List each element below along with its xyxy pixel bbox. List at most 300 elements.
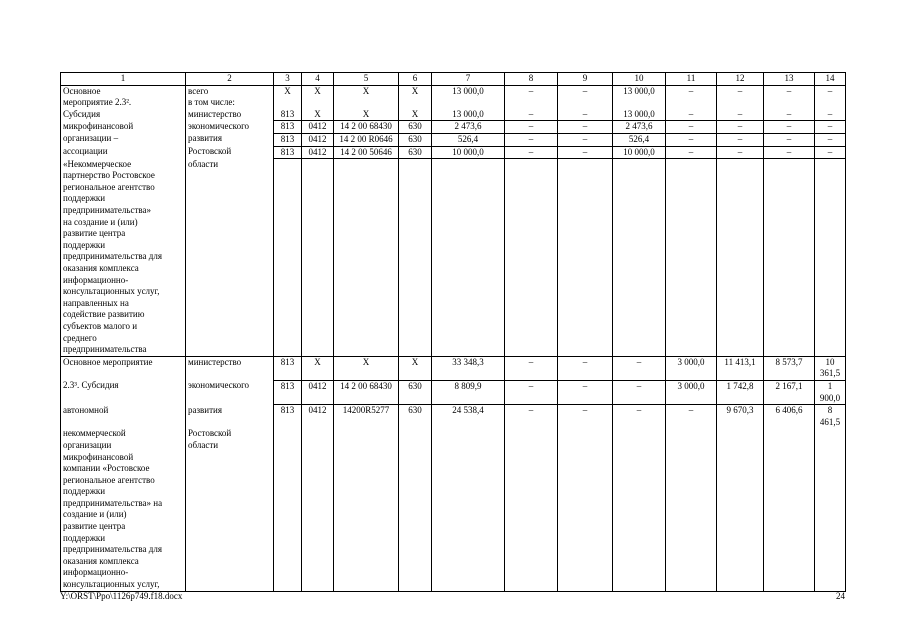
value-cell [613, 228, 666, 240]
table-row [61, 486, 846, 498]
value-cell [334, 475, 399, 487]
value-cell [334, 544, 399, 556]
value-cell [505, 298, 558, 310]
value-cell [717, 286, 764, 298]
value-cell [505, 286, 558, 298]
executor-cell [186, 309, 274, 321]
value-cell [274, 509, 302, 521]
value-cell [558, 275, 613, 287]
value-cell [558, 321, 613, 333]
value-cell [302, 286, 334, 298]
value-cell [764, 298, 815, 310]
activity-name-line: Основное [61, 85, 186, 97]
value-cell [717, 533, 764, 545]
value-cell [558, 428, 613, 440]
value-cell [613, 97, 666, 109]
table-row [61, 475, 846, 487]
table-row [61, 97, 846, 109]
value-cell [399, 556, 432, 568]
value-cell [399, 475, 432, 487]
value-cell [302, 567, 334, 579]
value-cell [432, 486, 505, 498]
column-header: 14 [815, 73, 846, 86]
value-cell [666, 486, 717, 498]
value-cell [302, 251, 334, 263]
value-cell [432, 228, 505, 240]
value-cell [302, 440, 334, 452]
table-row [61, 428, 846, 440]
executor-cell [186, 170, 274, 182]
value-cell [666, 263, 717, 275]
value-cell [558, 205, 613, 217]
value-cell [764, 498, 815, 510]
executor-cell: экономического [186, 380, 274, 404]
value-cell [274, 452, 302, 464]
value-cell [558, 97, 613, 109]
executor-cell [186, 298, 274, 310]
value-cell [274, 170, 302, 182]
activity-name-line: автономной [61, 405, 186, 429]
value-cell [666, 193, 717, 205]
value-cell [334, 298, 399, 310]
value-cell [764, 556, 815, 568]
value-cell [558, 298, 613, 310]
value-cell [558, 240, 613, 252]
activity-name-line: микрофинансовой [61, 121, 186, 134]
value-cell [815, 286, 846, 298]
value-cell [613, 263, 666, 275]
value-cell [764, 521, 815, 533]
value-cell [505, 509, 558, 521]
value-cell [613, 275, 666, 287]
value-cell [613, 533, 666, 545]
value-cell [815, 463, 846, 475]
value-cell [505, 333, 558, 345]
value-cell [432, 298, 505, 310]
value-cell [613, 579, 666, 591]
value-cell [505, 321, 558, 333]
value-cell [558, 463, 613, 475]
value-cell [815, 170, 846, 182]
value-cell: – [815, 85, 846, 97]
value-cell [302, 240, 334, 252]
table-row [61, 170, 846, 182]
value-cell: – [558, 85, 613, 97]
table-row [61, 121, 846, 134]
value-cell [613, 321, 666, 333]
value-cell [666, 182, 717, 194]
value-cell: 13 000,0 [432, 85, 505, 97]
value-cell [399, 251, 432, 263]
value-cell [815, 428, 846, 440]
value-cell [274, 440, 302, 452]
executor-cell: экономического [186, 121, 274, 134]
value-cell [717, 521, 764, 533]
value-cell [399, 567, 432, 579]
activity-name-line: информационно- [61, 275, 186, 287]
value-cell [334, 97, 399, 109]
value-cell [815, 182, 846, 194]
activity-name-line: поддержки [61, 193, 186, 205]
table-row [61, 440, 846, 452]
value-cell [613, 475, 666, 487]
value-cell [399, 440, 432, 452]
value-cell [815, 275, 846, 287]
executor-cell [186, 567, 274, 579]
value-cell [334, 521, 399, 533]
value-cell [815, 217, 846, 229]
value-cell [764, 193, 815, 205]
value-cell [666, 567, 717, 579]
value-cell [558, 263, 613, 275]
value-cell [815, 556, 846, 568]
value-cell: – [558, 146, 613, 159]
value-cell: 630 [399, 121, 432, 134]
value-cell [815, 579, 846, 591]
executor-cell [186, 321, 274, 333]
value-cell: 33 348,3 [432, 356, 505, 380]
value-cell [505, 309, 558, 321]
value-cell: – [764, 133, 815, 146]
value-cell [558, 498, 613, 510]
activity-name-line: среднего [61, 333, 186, 345]
value-cell: Х [302, 109, 334, 121]
activity-name-line: создание и (или) [61, 509, 186, 521]
value-cell: – [666, 109, 717, 121]
value-cell: 14 2 00 68430 [334, 121, 399, 134]
value-cell [274, 556, 302, 568]
value-cell [815, 486, 846, 498]
value-cell: 8 461,5 [815, 405, 846, 429]
value-cell: – [717, 146, 764, 159]
value-cell [274, 428, 302, 440]
value-cell [432, 275, 505, 287]
value-cell [717, 193, 764, 205]
table-row [61, 556, 846, 568]
value-cell [302, 321, 334, 333]
value-cell [613, 344, 666, 356]
value-cell [274, 205, 302, 217]
value-cell [505, 440, 558, 452]
value-cell [302, 217, 334, 229]
value-cell [274, 298, 302, 310]
value-cell [505, 567, 558, 579]
executor-cell [186, 556, 274, 568]
value-cell [274, 217, 302, 229]
activity-name-line: микрофинансовой [61, 452, 186, 464]
value-cell: 0412 [302, 121, 334, 134]
value-cell [666, 556, 717, 568]
activity-name-line: консультационных услуг, [61, 286, 186, 298]
value-cell [274, 544, 302, 556]
column-header: 8 [505, 73, 558, 86]
executor-cell: всего [186, 85, 274, 97]
executor-cell [186, 579, 274, 591]
value-cell: 813 [274, 356, 302, 380]
executor-cell [186, 509, 274, 521]
activity-name-line: предпринимательства для [61, 251, 186, 263]
value-cell [302, 309, 334, 321]
column-header: 5 [334, 73, 399, 86]
value-cell [302, 170, 334, 182]
value-cell [666, 521, 717, 533]
value-cell: 14 2 00 68430 [334, 380, 399, 404]
value-cell [666, 217, 717, 229]
value-cell: 13 000,0 [613, 109, 666, 121]
executor-cell [186, 486, 274, 498]
value-cell [764, 544, 815, 556]
value-cell [666, 509, 717, 521]
value-cell [432, 509, 505, 521]
value-cell [302, 509, 334, 521]
value-cell [815, 544, 846, 556]
value-cell [432, 579, 505, 591]
value-cell [334, 579, 399, 591]
value-cell [558, 475, 613, 487]
table-row [61, 405, 846, 429]
activity-name-line: партнерство Ростовское [61, 170, 186, 182]
value-cell: – [505, 121, 558, 134]
value-cell [432, 521, 505, 533]
table-row [61, 298, 846, 310]
value-cell: Х [334, 109, 399, 121]
value-cell [399, 579, 432, 591]
value-cell [815, 298, 846, 310]
value-cell [505, 205, 558, 217]
value-cell [558, 521, 613, 533]
activity-name-line: региональное агентство [61, 475, 186, 487]
value-cell [764, 486, 815, 498]
value-cell [334, 333, 399, 345]
table-row [61, 344, 846, 356]
value-cell: 0412 [302, 405, 334, 429]
value-cell [666, 428, 717, 440]
value-cell [399, 452, 432, 464]
value-cell [432, 97, 505, 109]
value-cell [505, 498, 558, 510]
value-cell: 8 809,9 [432, 380, 505, 404]
activity-name-line: развитие центра [61, 521, 186, 533]
value-cell [764, 509, 815, 521]
value-cell [717, 463, 764, 475]
value-cell [764, 228, 815, 240]
value-cell [432, 309, 505, 321]
table-row [61, 263, 846, 275]
value-cell [399, 544, 432, 556]
header-row [61, 73, 846, 86]
value-cell: 813 [274, 121, 302, 134]
value-cell: – [505, 356, 558, 380]
value-cell [432, 567, 505, 579]
value-cell [666, 240, 717, 252]
value-cell [666, 452, 717, 464]
value-cell [505, 275, 558, 287]
value-cell [334, 170, 399, 182]
value-cell: – [613, 356, 666, 380]
value-cell [717, 251, 764, 263]
value-cell [764, 263, 815, 275]
table-row [61, 182, 846, 194]
value-cell [815, 193, 846, 205]
value-cell: – [666, 133, 717, 146]
activity-name-line: предпринимательства» [61, 205, 186, 217]
value-cell [613, 567, 666, 579]
executor-cell [186, 498, 274, 510]
value-cell [302, 556, 334, 568]
value-cell: 0412 [302, 380, 334, 404]
value-cell [764, 205, 815, 217]
value-cell [334, 251, 399, 263]
value-cell: – [666, 121, 717, 134]
value-cell [558, 182, 613, 194]
value-cell [432, 556, 505, 568]
value-cell [274, 475, 302, 487]
value-cell [717, 321, 764, 333]
value-cell [764, 275, 815, 287]
table-row [61, 452, 846, 464]
executor-cell: развития [186, 405, 274, 429]
table-row [61, 498, 846, 510]
value-cell [399, 533, 432, 545]
value-cell [274, 159, 302, 171]
value-cell [274, 333, 302, 345]
value-cell: 2 473,6 [613, 121, 666, 134]
activity-name-line: оказания комплекса [61, 263, 186, 275]
value-cell: 2 167,1 [764, 380, 815, 404]
value-cell [717, 544, 764, 556]
value-cell [334, 452, 399, 464]
value-cell [302, 463, 334, 475]
value-cell [815, 251, 846, 263]
value-cell [399, 217, 432, 229]
value-cell [558, 567, 613, 579]
column-header: 4 [302, 73, 334, 86]
value-cell [334, 509, 399, 521]
value-cell [815, 521, 846, 533]
value-cell: 813 [274, 405, 302, 429]
value-cell: 0412 [302, 133, 334, 146]
value-cell: – [613, 405, 666, 429]
value-cell: 9 670,3 [717, 405, 764, 429]
value-cell [334, 533, 399, 545]
value-cell [558, 193, 613, 205]
value-cell [505, 263, 558, 275]
value-cell [432, 428, 505, 440]
value-cell [613, 521, 666, 533]
value-cell: Х [274, 85, 302, 97]
value-cell [274, 498, 302, 510]
executor-cell [186, 463, 274, 475]
value-cell: 813 [274, 146, 302, 159]
value-cell [558, 217, 613, 229]
value-cell [558, 533, 613, 545]
value-cell: Х [399, 109, 432, 121]
footer-page-number: 24 [836, 591, 845, 601]
value-cell [334, 159, 399, 171]
activity-name-line: развитие центра [61, 228, 186, 240]
value-cell: 630 [399, 133, 432, 146]
value-cell [717, 333, 764, 345]
value-cell [334, 240, 399, 252]
value-cell [334, 182, 399, 194]
value-cell [432, 217, 505, 229]
value-cell [613, 159, 666, 171]
executor-cell [186, 217, 274, 229]
column-header: 10 [613, 73, 666, 86]
value-cell: 6 406,6 [764, 405, 815, 429]
value-cell [666, 475, 717, 487]
table-row [61, 240, 846, 252]
value-cell [334, 309, 399, 321]
value-cell: 10 000,0 [613, 146, 666, 159]
value-cell [334, 321, 399, 333]
value-cell [717, 182, 764, 194]
value-cell [302, 344, 334, 356]
value-cell [505, 97, 558, 109]
value-cell: – [815, 121, 846, 134]
value-cell [815, 344, 846, 356]
value-cell [558, 556, 613, 568]
value-cell [505, 170, 558, 182]
value-cell: 630 [399, 146, 432, 159]
value-cell: 1 742,8 [717, 380, 764, 404]
value-cell [302, 275, 334, 287]
value-cell [505, 486, 558, 498]
activity-name-line: предпринимательства для [61, 544, 186, 556]
value-cell [274, 286, 302, 298]
value-cell [717, 309, 764, 321]
value-cell [764, 344, 815, 356]
value-cell [274, 463, 302, 475]
activity-name-line: направленных на [61, 298, 186, 310]
table-row [61, 133, 846, 146]
value-cell: 24 538,4 [432, 405, 505, 429]
value-cell [764, 428, 815, 440]
value-cell [432, 440, 505, 452]
value-cell: – [505, 380, 558, 404]
value-cell [717, 240, 764, 252]
executor-cell: в том числе: [186, 97, 274, 109]
value-cell [302, 228, 334, 240]
value-cell [666, 321, 717, 333]
value-cell [613, 463, 666, 475]
value-cell [399, 286, 432, 298]
table-row [61, 146, 846, 159]
value-cell [302, 97, 334, 109]
table-row [61, 544, 846, 556]
activity-name-line: предпринимательства [61, 344, 186, 356]
value-cell: – [505, 405, 558, 429]
value-cell [558, 159, 613, 171]
activity-name-line: «Некоммерческое [61, 159, 186, 171]
value-cell [558, 309, 613, 321]
value-cell [717, 228, 764, 240]
value-cell: Х [399, 356, 432, 380]
value-cell [505, 159, 558, 171]
value-cell [558, 344, 613, 356]
column-header: 7 [432, 73, 505, 86]
value-cell [666, 170, 717, 182]
executor-cell [186, 521, 274, 533]
table-row [61, 275, 846, 287]
value-cell: 11 413,1 [717, 356, 764, 380]
value-cell [666, 463, 717, 475]
value-cell [558, 509, 613, 521]
value-cell: Х [399, 85, 432, 97]
value-cell [399, 463, 432, 475]
value-cell: 630 [399, 380, 432, 404]
value-cell [764, 321, 815, 333]
